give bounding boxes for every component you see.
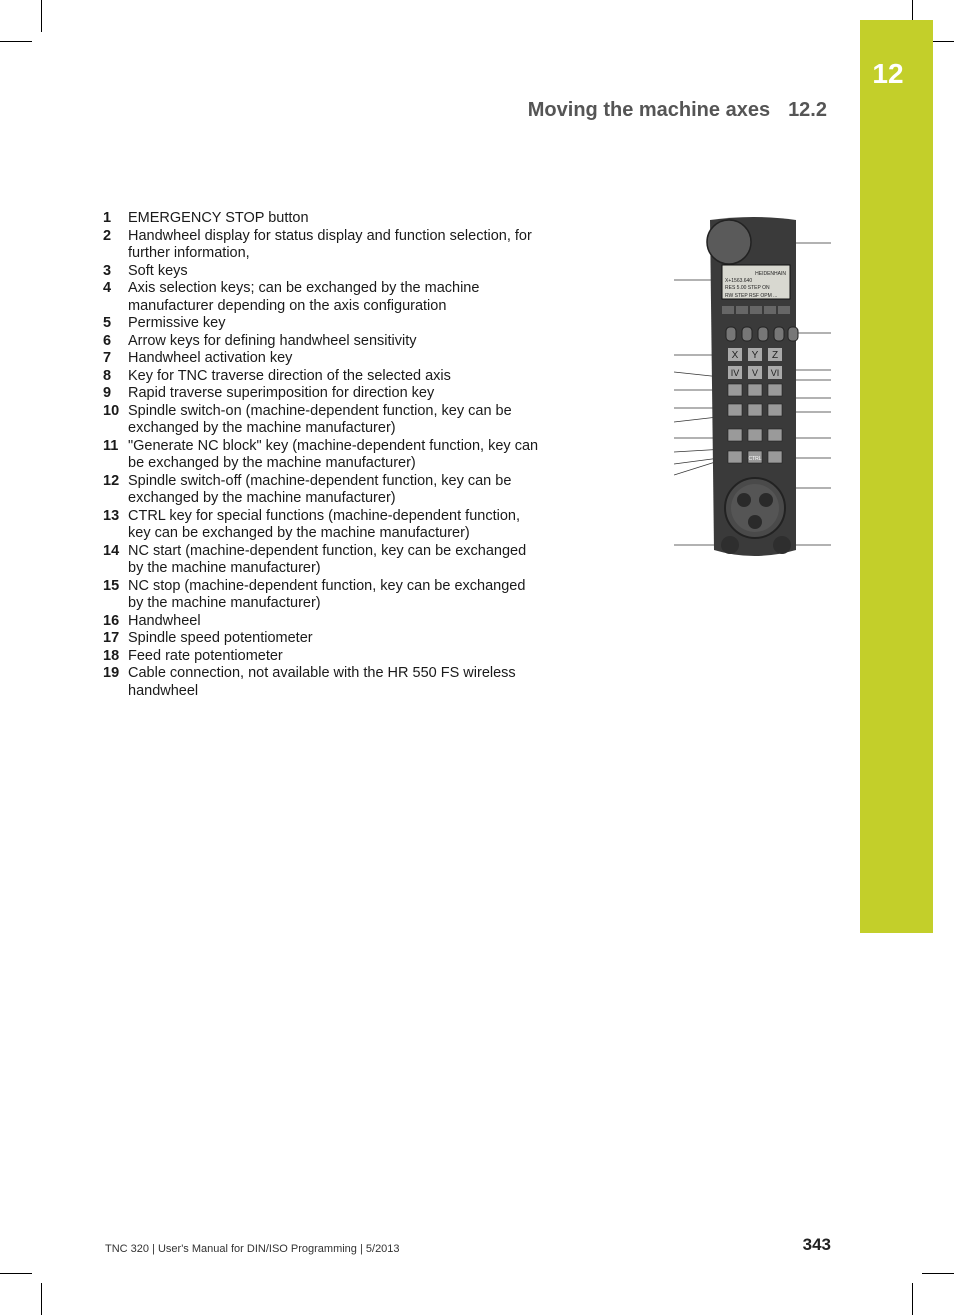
crop-mark	[912, 1283, 913, 1315]
legend-text: Arrow keys for defining handwheel sensitivity	[128, 332, 417, 349]
legend-number: 14	[103, 542, 120, 559]
crop-mark	[41, 1283, 42, 1315]
legend-item	[103, 228, 543, 263]
legend-item	[103, 280, 543, 315]
chapter-tab	[860, 20, 933, 933]
legend-number: 4	[103, 280, 112, 296]
legend-item	[103, 333, 543, 351]
legend-text: "Generate NC block" key (machine-dependent function, key can be exchanged by the machine manufacturer)	[128, 437, 539, 471]
handwheel-illustration	[674, 210, 834, 582]
soft-keys	[722, 306, 790, 314]
legend-item	[103, 613, 543, 631]
handwheel-figure	[674, 210, 834, 582]
crop-mark	[41, 0, 42, 32]
legend-item	[103, 350, 543, 368]
legend-text: EMERGENCY STOP button	[128, 210, 309, 226]
legend-number: 1	[103, 210, 112, 226]
legend-text: Handwheel activation key	[128, 350, 293, 366]
legend-number: 17	[103, 630, 120, 646]
page-number: 343	[802, 1235, 831, 1254]
section-title: Moving the machine axes	[527, 99, 771, 121]
legend-number: 6	[103, 332, 112, 349]
display-line-2: RES 5.00 STEP ON	[725, 285, 770, 291]
legend-text: Spindle switch-on (machine-dependent function, key can be exchanged by the machine manufacturer)	[128, 402, 512, 436]
axis-key-iv: IV	[730, 368, 740, 378]
axis-key-v: V	[751, 368, 759, 378]
legend-text: Axis selection keys; can be exchanged by the machine manufacturer depending on the axis configuration	[128, 280, 480, 314]
legend-text: Rapid traverse superimposition for direction key	[128, 385, 435, 401]
legend-item	[103, 315, 543, 333]
legend-text: NC stop (machine-dependent function, key can be exchanged by the machine manufacturer)	[128, 577, 526, 611]
legend-text: Spindle switch-off (machine-dependent function, key can be exchanged by the machine manufacturer)	[128, 472, 512, 506]
display-brand: HEIDENHAIN	[755, 271, 786, 277]
legend-text: Spindle speed potentiometer	[128, 630, 313, 646]
legend-number: 3	[103, 262, 112, 279]
legend-number: 8	[103, 367, 112, 384]
legend-list	[103, 210, 543, 700]
section-header	[528, 99, 827, 122]
legend-number: 2	[103, 227, 112, 244]
axis-key-y: Y	[751, 350, 759, 361]
legend-number: 18	[103, 647, 120, 664]
section-number: 12.2	[788, 99, 827, 121]
legend-text: Key for TNC traverse direction of the selected axis	[128, 367, 451, 384]
legend-number: 15	[103, 577, 120, 594]
legend-item	[103, 508, 543, 543]
legend-item	[103, 368, 543, 386]
legend-text: Cable connection, not available with the HR 550 FS wireless handwheel	[128, 665, 516, 699]
display-line-3: RW STEP RSF OPM ...	[725, 293, 778, 299]
legend-text: CTRL key for special functions (machine-dependent function, key can be exchanged by the machine manufacturer)	[128, 507, 520, 541]
legend-number: 16	[103, 612, 120, 629]
footer-text: TNC 320 | User's Manual for DIN/ISO Programming | 5/2013	[105, 1243, 400, 1255]
display-line-1: X+1563.640	[725, 278, 753, 284]
legend-text: Soft keys	[128, 262, 188, 279]
axis-key-vi: VI	[770, 368, 780, 378]
legend-number: 5	[103, 315, 112, 331]
legend-item	[103, 630, 543, 648]
crop-mark	[0, 1273, 32, 1274]
legend-number: 13	[103, 507, 120, 524]
crop-mark	[0, 41, 32, 42]
legend-text: Handwheel display for status display and function selection, for further information,	[128, 227, 532, 261]
legend-number: 7	[103, 350, 112, 366]
legend-number: 10	[103, 402, 120, 419]
legend-item	[103, 210, 543, 228]
legend-item	[103, 473, 543, 508]
legend-number: 9	[103, 385, 112, 401]
legend-item	[103, 263, 543, 281]
legend-item	[103, 665, 543, 700]
legend-item	[103, 578, 543, 613]
legend-item	[103, 438, 543, 473]
axis-key-x: X	[731, 350, 739, 361]
legend-number: 11	[103, 437, 119, 454]
chapter-number: 12	[872, 58, 904, 89]
legend-item	[103, 543, 543, 578]
legend-text: Feed rate potentiometer	[128, 647, 283, 664]
legend-text: Permissive key	[128, 315, 226, 331]
legend-number: 19	[103, 665, 120, 681]
crop-mark	[922, 1273, 954, 1274]
legend-item	[103, 385, 543, 403]
axis-key-z: Z	[771, 350, 779, 361]
legend-item	[103, 403, 543, 438]
ctrl-key-label: CTRL	[748, 456, 762, 462]
legend-number: 12	[103, 472, 120, 489]
legend-item	[103, 648, 543, 666]
legend-text: Handwheel	[128, 612, 201, 629]
legend-text: NC start (machine-dependent function, key can be exchanged by the machine manufacturer)	[128, 542, 527, 576]
